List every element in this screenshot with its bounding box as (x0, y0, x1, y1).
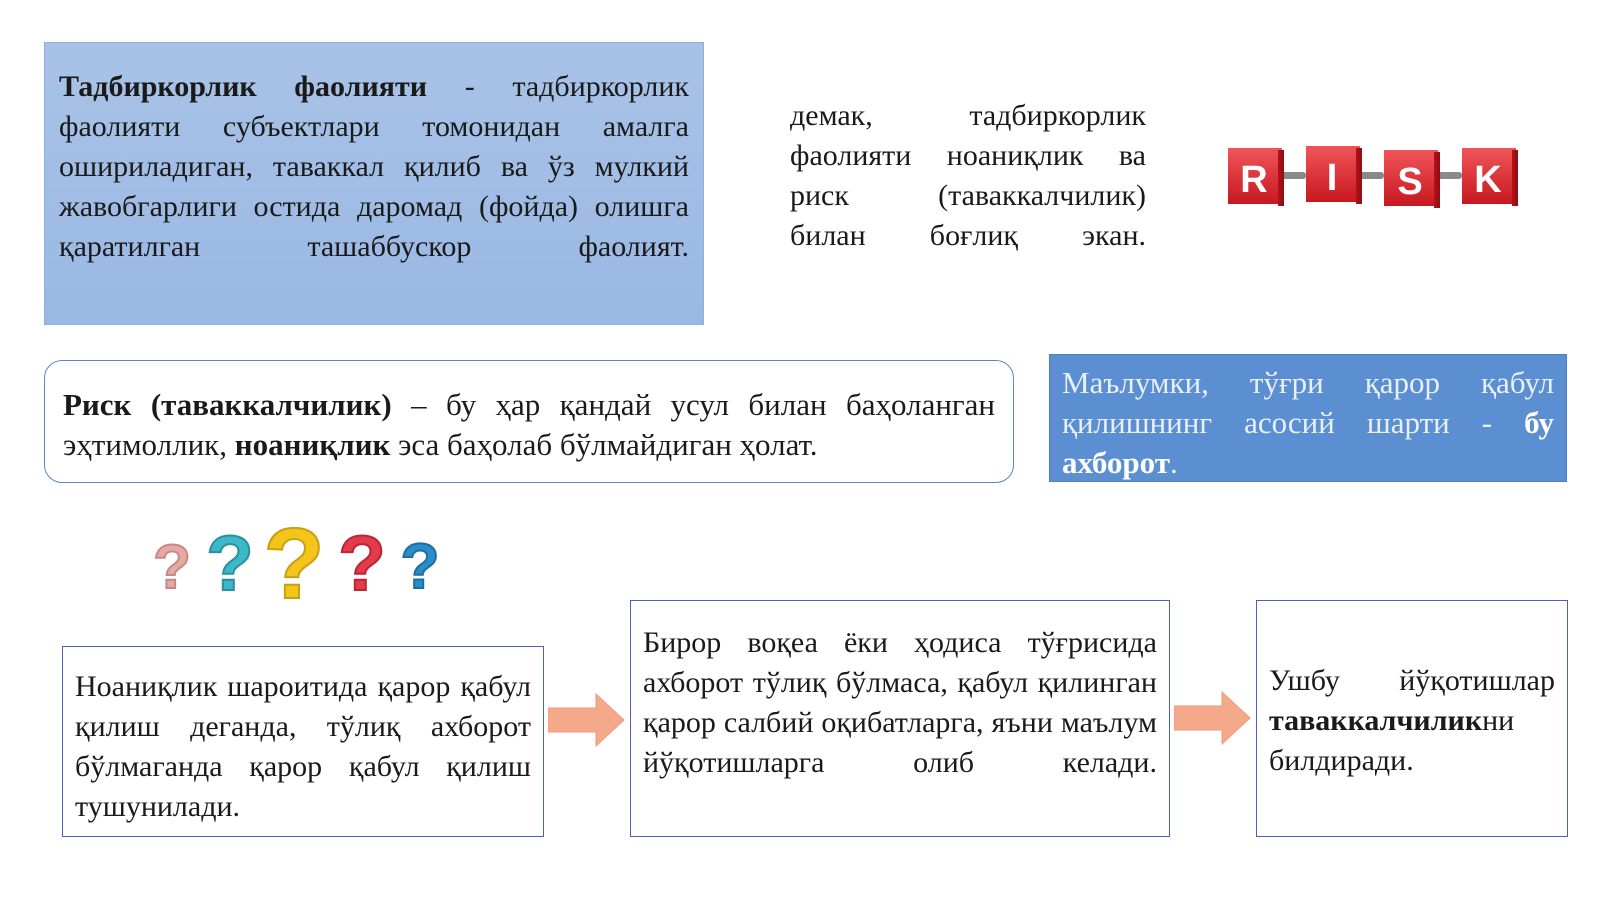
definition-term: Тадбиркорлик фаолияти (59, 70, 428, 103)
definition-text: - тадбиркорлик фаолияти субъектлари томонидан амалга ошириладиган, таваккал қилиб ва ўз мулкий жавобгарлиги остида даромад (фойда) олишга қаратилган ташаббускор (59, 70, 690, 263)
flow-box-losses (1256, 600, 1568, 837)
right-arrow-icon (548, 692, 626, 748)
definition-text-end: фаолият. (578, 230, 689, 263)
question-mark-blue-icon: ? (400, 530, 440, 602)
risk-cube-s (1384, 150, 1440, 208)
flow-box-consequences (630, 600, 1170, 837)
definition-box (44, 42, 704, 325)
flow-1-text: Ноаниқлик шароитида қарор қабул қилиш деганда, тўлиқ ахборот бўлмаганда қарор (75, 670, 531, 783)
flow-3-text-1: Ушбу йўқотишлар (1269, 664, 1555, 697)
risk-definition-text-2: эҳтимоллик, (63, 427, 235, 462)
risk-cube-r (1228, 148, 1284, 206)
information-box (1049, 354, 1567, 482)
flow-2-text: Бирор воқеа ёки ҳодиса тўғрисида ахборот тўлиқ бўлмаса, қабул қилинган қарор салбий оқибатларга, яъни маълум (643, 626, 1157, 739)
flow-2-text-end: йўқотишларга олиб келади. (643, 746, 1157, 779)
uncertainty-term: ноаниқлик (234, 427, 391, 462)
flow-1-text-end: қабул қилиш тушунилади. (75, 750, 531, 823)
question-mark-yellow-icon: ? (263, 518, 325, 614)
information-bold: бу ахборот (1062, 405, 1554, 480)
risk-cube-k (1462, 148, 1518, 206)
conclusion-text-end: билан боғлиқ экан. (790, 219, 1146, 252)
risk-definition-text-3: эса баҳолаб бўлмайдиган ҳолат. (390, 427, 818, 462)
question-mark-pink-icon: ? (153, 533, 191, 602)
question-mark-red-icon: ? (338, 519, 386, 607)
svg-text:I: I (1326, 157, 1338, 199)
flow-3-text-2: ни (1482, 704, 1515, 737)
flow-box-uncertainty (62, 646, 544, 837)
conclusion-text: демак, тадбиркорлик фаолияти ноаниқлик ва риск (таваккалчилик) (790, 99, 1146, 212)
risk-definition-box (44, 360, 1014, 483)
conclusion-text-block (790, 96, 1146, 256)
question-mark-teal-icon: ? (206, 519, 254, 607)
svg-text:R: R (1240, 159, 1268, 201)
risk-definition-text-1: – бу ҳар қандай усул билан баҳоланган (391, 387, 995, 422)
question-marks-image (148, 518, 458, 614)
risk-cubes-image (1226, 142, 1532, 222)
right-arrow-icon (1174, 690, 1252, 746)
svg-text:S: S (1397, 161, 1423, 203)
information-end: . (1169, 445, 1178, 480)
svg-text:K: K (1474, 159, 1502, 201)
flow-3-bold: таваккалчилик (1269, 704, 1483, 737)
risk-term: Риск (таваккалчилик) (63, 387, 392, 422)
flow-3-text-end: билдиради. (1269, 744, 1414, 777)
risk-cube-i (1306, 146, 1362, 204)
information-text: Маълумки, тўғри қарор қабул қилишнинг асосий шарти - (1062, 365, 1554, 440)
